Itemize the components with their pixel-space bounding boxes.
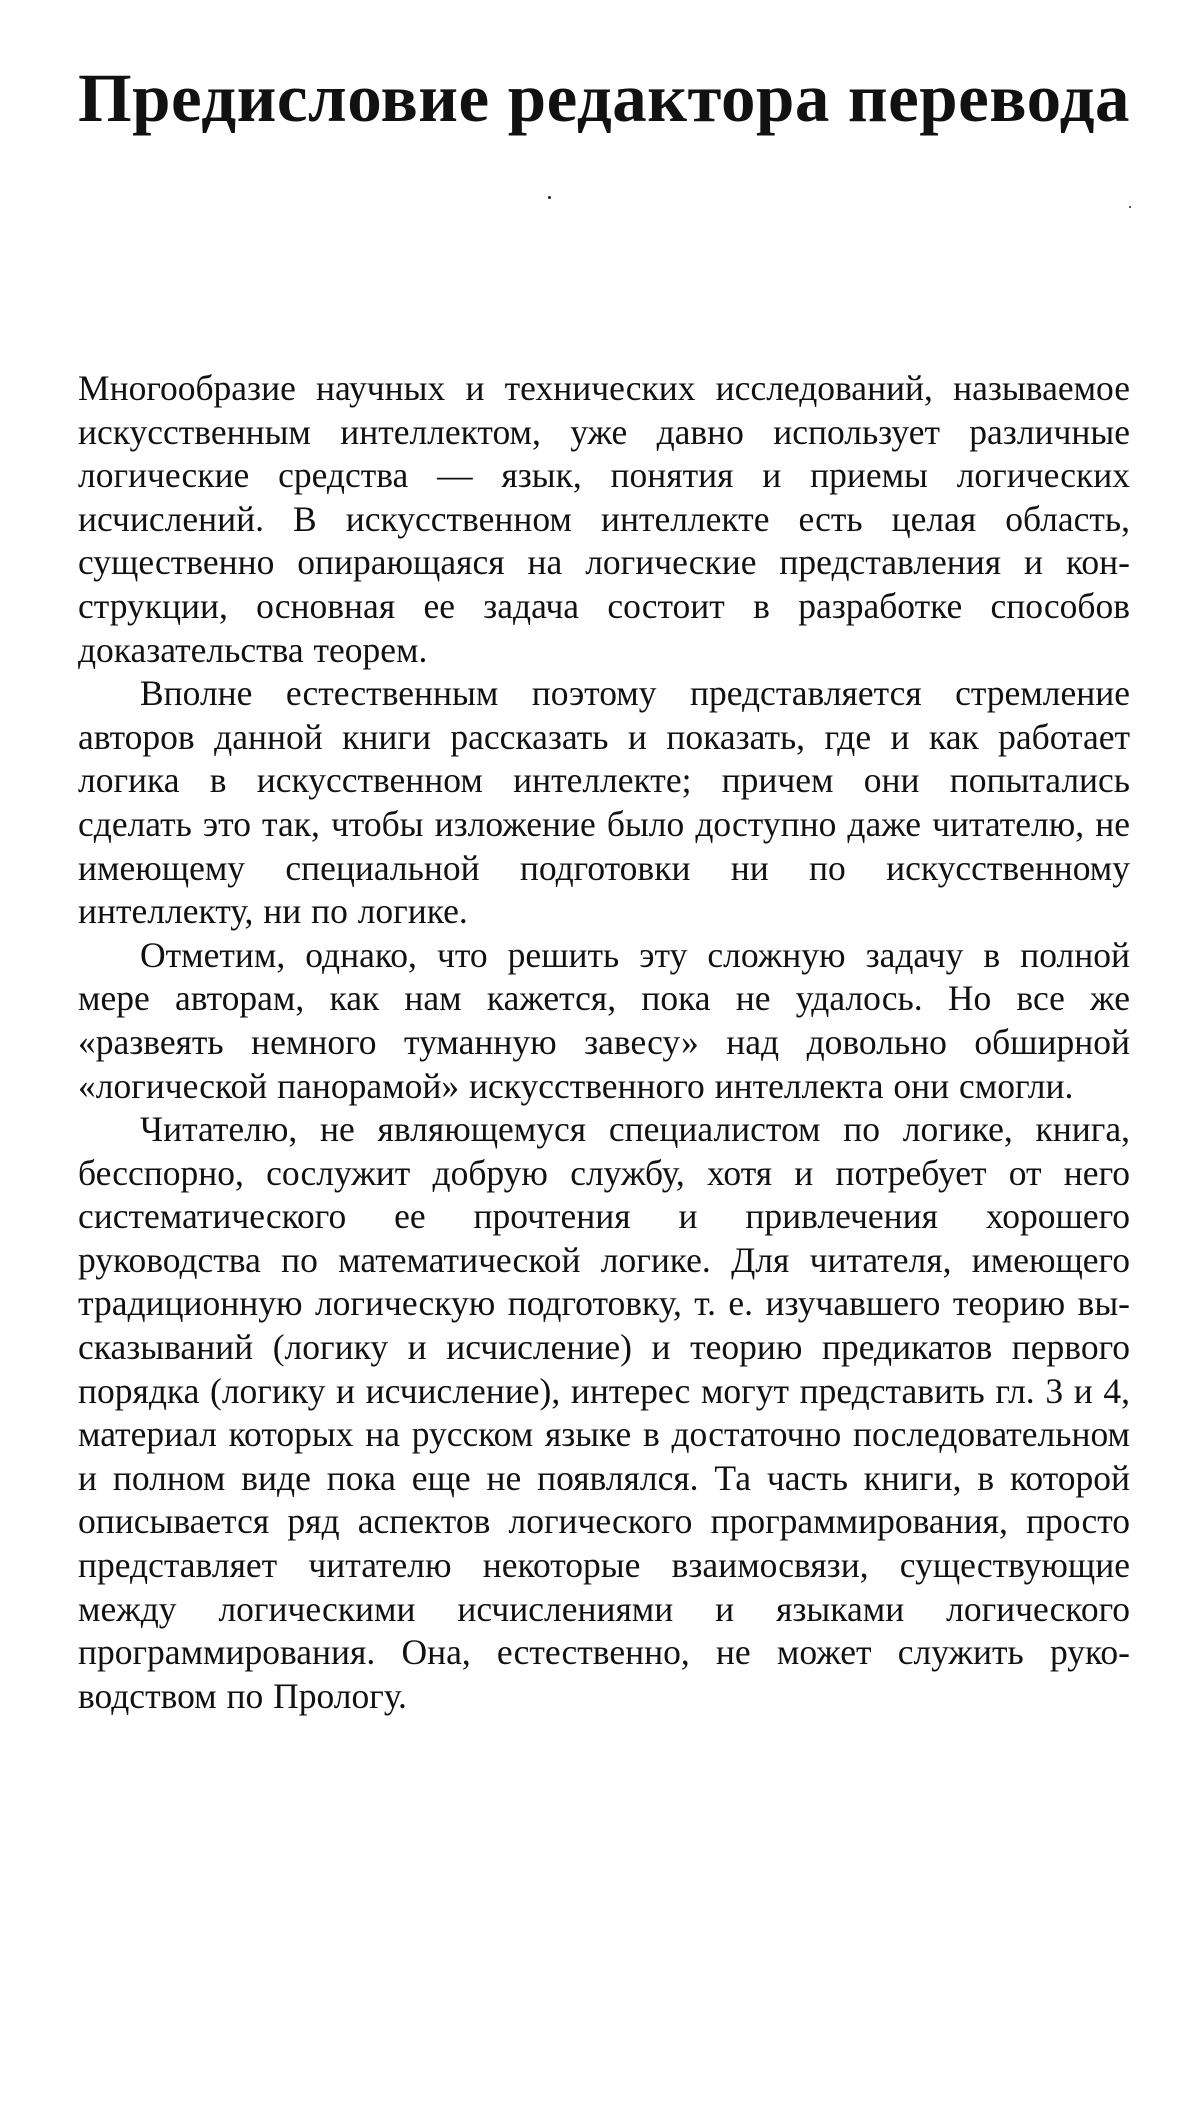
paragraph-1: Многообразие научных и технических исследований, называемое искусственным интеллектом, уже давно использует различные логические средства — язык, понятия и приемы логических исчислений. В искусственном интеллекте есть целая область, существенно опирающаяся на логические представления и конструкции, основная ее задача состоит в разработке способов доказательства теорем. (78, 368, 1130, 670)
paragraph-4: Читателю, не являющемуся специалистом по логике, книга, бесспорно, сослужит добрую службу, хотя и потребует от него систематического ее прочтения и привлечения хорошего руководства по математической логике. Для читателя, имеющего традиционную логическую подготовку, т. е. изучавшего теорию высказываний (логику и исчисление) и теорию предикатов первого порядка (логику и исчисление), интерес могут представить гл. 3 и 4, материал которых на русском языке в достаточно последовательном и полном виде пока еще не появлялся. Та часть книги, в которой описывается ряд аспектов логического программирования, просто представляет читателю некоторые взаимосвязи, существующие между логическими исчислениями и языками логического программирования. Она, естественно, не может служить руководством по Прологу. (78, 1109, 1130, 1716)
paragraph-3: Отметим, однако, что решить эту сложную задачу в полной мере авторам, как нам кажется, пока не удалось. Но все же «развеять немного туманную завесу» над довольно обширной «логической панорамой» искусственного интеллекта они смогли. (78, 934, 1130, 1106)
print-speck (548, 196, 551, 199)
book-page (78, 0, 1130, 2109)
print-speck (1129, 206, 1131, 208)
page-title: Предисловие редактора перевода (78, 60, 1130, 136)
body-text (78, 367, 1130, 1718)
paragraph-2: Вполне естественным поэтому представляется стремление авторов данной книги рассказать и показать, где и как работает логика в искусственном интеллекте; причем они попытались сделать это так, чтобы изложение было доступно даже читателю, не имеющему специальной подготовки ни по искусственному интеллекту, ни по логике. (78, 673, 1130, 932)
